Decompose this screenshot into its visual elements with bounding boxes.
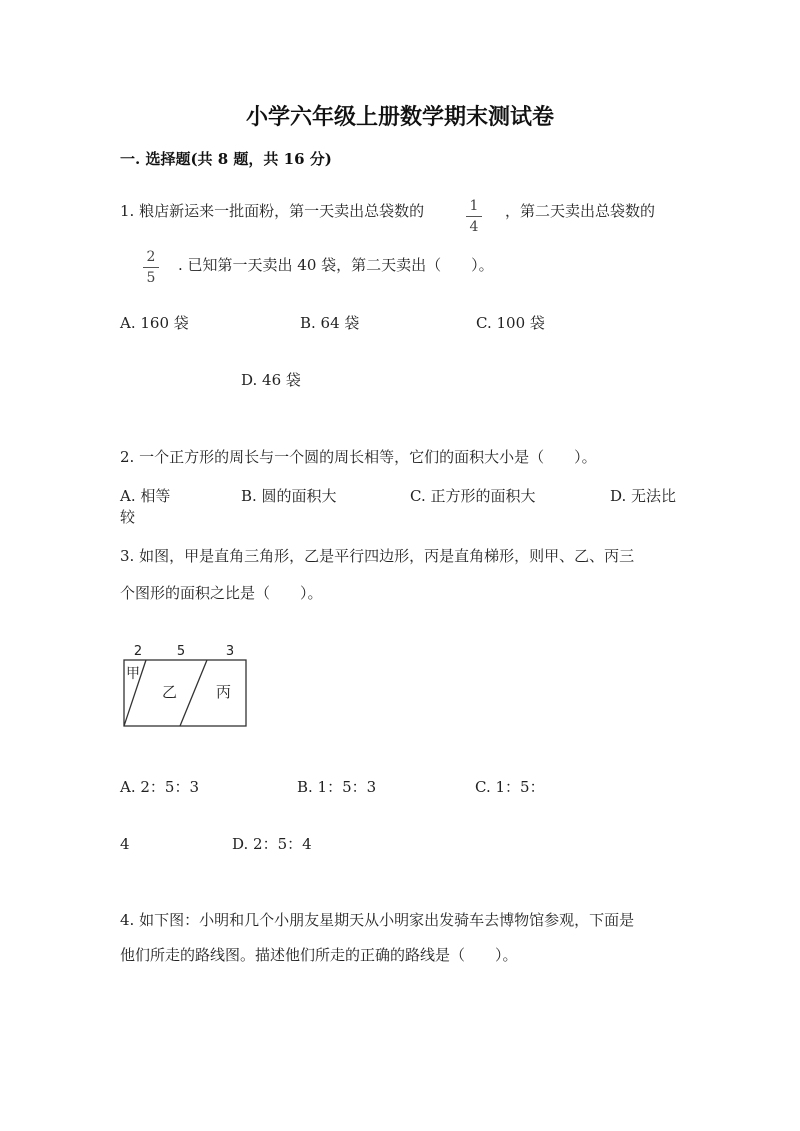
top-label-2: 5 xyxy=(176,644,186,659)
q3-line1: 3. 如图，甲是直角三角形，乙是平行四边形，丙是直角梯形，则甲、乙、丙三 xyxy=(120,547,635,565)
q1-fraction-2-denominator: 5 xyxy=(146,270,156,286)
q1-option-c[interactable]: C. 100 袋 xyxy=(476,314,545,332)
q3-line2: 个图形的面积之比是（ ）。 xyxy=(120,584,323,602)
section-heading: 一. 选择题(共 8 题，共 16 分) xyxy=(120,150,332,168)
q4-line2: 他们所走的路线图。描述他们所走的正确的路线是（ ）。 xyxy=(120,946,518,964)
q2-text: 2. 一个正方形的周长与一个圆的周长相等，它们的面积大小是（ ）。 xyxy=(120,448,597,466)
q2-option-b[interactable]: B. 圆的面积大 xyxy=(241,487,337,505)
q1-option-d[interactable]: D. 46 袋 xyxy=(241,371,301,389)
q1-line1-a: 1. 粮店新运来一批面粉，第一天卖出总袋数的 xyxy=(120,202,425,220)
region-label-bing: 丙 xyxy=(216,683,232,701)
q1-line1-b: ，第二天卖出总袋数的 xyxy=(505,202,656,220)
q2-option-d-cont: 较 xyxy=(120,508,136,526)
q3-diagram xyxy=(122,640,252,732)
divider-line-2 xyxy=(180,660,207,726)
top-label-3: 3 xyxy=(225,644,235,659)
q1-fraction-1 xyxy=(464,198,484,235)
q2-option-c[interactable]: C. 正方形的面积大 xyxy=(410,487,536,505)
q3-option-b[interactable]: B. 1：5：3 xyxy=(297,778,377,796)
region-label-yi: 乙 xyxy=(162,683,178,701)
q1-line2: . 已知第一天卖出 40 袋，第二天卖出（ ）。 xyxy=(178,256,494,274)
region-label-jia: 甲 xyxy=(126,666,140,682)
q3-option-a[interactable]: A. 2：5：3 xyxy=(120,778,199,796)
top-label-1: 2 xyxy=(133,644,143,659)
q1-option-a[interactable]: A. 160 袋 xyxy=(120,314,189,332)
q3-option-c[interactable]: C. 1：5： xyxy=(475,778,545,796)
q1-fraction-2 xyxy=(141,249,161,286)
q1-option-b[interactable]: B. 64 袋 xyxy=(300,314,360,332)
q4-line1: 4. 如下图：小明和几个小朋友星期天从小明家出发骑车去博物馆参观，下面是 xyxy=(120,911,635,929)
q1-fraction-1-denominator: 4 xyxy=(469,219,479,235)
q3-option-d[interactable]: D. 2：5：4 xyxy=(232,835,312,853)
q3-figure xyxy=(122,640,252,736)
q1-fraction-2-numerator: 2 xyxy=(146,249,156,265)
q1-fraction-1-numerator: 1 xyxy=(469,198,479,214)
q2-option-a[interactable]: A. 相等 xyxy=(120,487,171,505)
fraction-bar xyxy=(466,216,482,217)
page-title: 小学六年级上册数学期末测试卷 xyxy=(245,104,554,130)
fraction-bar xyxy=(143,267,159,268)
q3-option-c-cont: 4 xyxy=(120,835,130,853)
q2-option-d[interactable]: D. 无法比 xyxy=(610,487,677,505)
